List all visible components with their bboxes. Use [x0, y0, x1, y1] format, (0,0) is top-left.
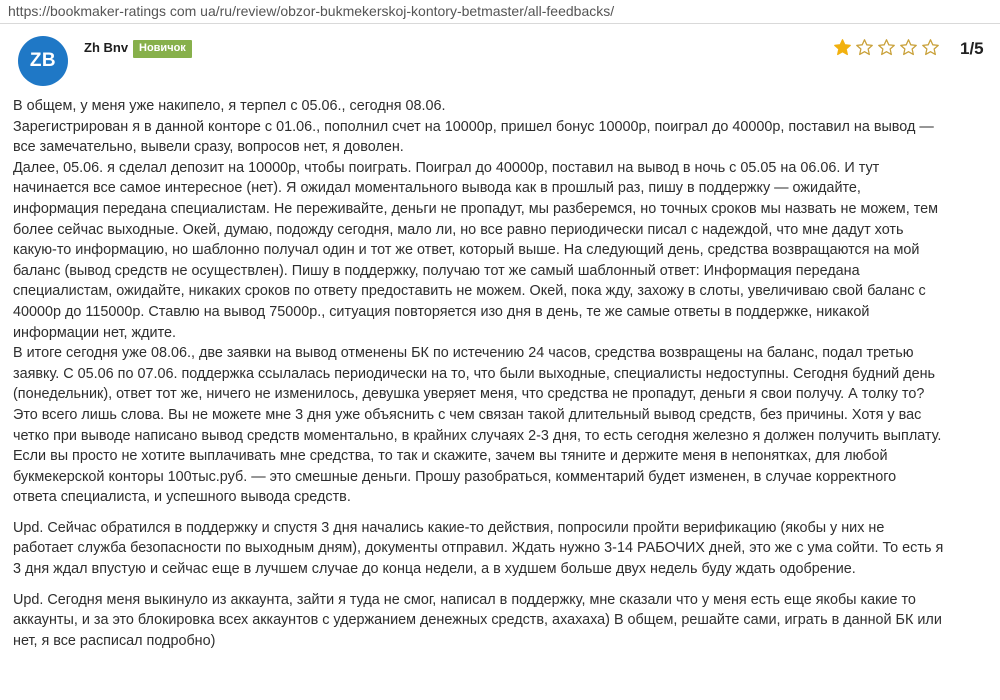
avatar-initials: ZB: [29, 50, 57, 71]
star-empty-icon: [899, 38, 918, 57]
review-text: [13, 96, 993, 661]
avatar[interactable]: [18, 36, 68, 86]
author-name[interactable]: Zh Bnv: [84, 40, 129, 55]
address-bar[interactable]: [0, 0, 1000, 24]
star-empty-icon: [877, 38, 896, 57]
review-line: начинается все самое интересное (нет). Я ожидал моментального вывода как в прошлый раз, пишу в поддержку — ожидайте,: [13, 180, 861, 197]
review-line: Это всего лишь слова. Вы не можете мне 3 дня уже объяснить с чем связан такой длительный вывод средств, без причины. Хотя у вас: [13, 406, 922, 423]
review-line: более сейчас выходные. Окей, думаю, подожду сегодня, мало ли, но все равно периодически писал с надеждой, что мне дадут хоть: [13, 221, 904, 238]
review-main-paragraph: [13, 96, 993, 508]
review-line: баланс (вывод средств не осуществлен). Пишу в поддержку, получаю тот же самый шаблонный ответ: Информация передана: [13, 262, 860, 279]
review-line: Upd. Сегодня меня выкинуло из аккаунта, зайти я туда не смог, написал в поддержку, мне сказали что у меня есть еще якобы какие то: [13, 591, 916, 608]
review-line: информация передана специалистам. Не переживайте, деньги не пропадут, мы разберемся, но точных сроков мы назвать не можем, тем: [13, 200, 939, 217]
review-line: Далее, 05.06. я сделал депозит на 10000р, чтобы поиграть. Поиграл до 40000р, поставил на вывод в ночь с 05.05 на 06.06. И тут: [13, 159, 880, 176]
review-line: В итоге сегодня уже 08.06., две заявки на вывод отменены БК по истечению 24 часов, средства возвращены на баланс, подал третью: [13, 345, 914, 362]
review-line: Upd. Сейчас обратился в поддержку и спустя 3 дня начались какие-то действия, попросили пройти верификацию (якобы у них не: [13, 519, 885, 536]
review-header: [0, 24, 1000, 96]
review-line: (понедельник), ответ тот же, ничего не изменилось, девушка уверяет меня, что средства не пропадут, деньги я свои получу. А толку то?: [13, 386, 925, 403]
star-empty-icon: [921, 38, 940, 57]
url-text: https://bookmaker-ratings com ua/ru/review/obzor-bukmekerskoj-kontory-betmaster/all-feedbacks/: [8, 3, 615, 19]
review-line: аккаунты, и за это блокировка всех аккаунтов с удержанием денежных средств, ахахаха) В общем, решайте сами, играть в данной БК или: [13, 612, 942, 629]
review-line: 3 дня ждал впустую и сейчас еще в лучшем случае до конца недели, а в худшем больше двух недель буду ждать одобрение.: [13, 561, 856, 578]
review-line: Зарегистрирован я в данной конторе с 01.06., пополнил счет на 10000р, пришел бонус 10000р, поиграл до 40000р, поставил на вывод —: [13, 118, 934, 135]
rating-score: 1/5: [960, 39, 984, 58]
user-level-badge: Новичок: [133, 40, 192, 58]
star-filled-icon: [833, 38, 852, 57]
review-line: 40000р до 115000р. Ставлю на вывод 75000р., ситуация повторяется изо дня в день, те же самые ответы в поддержке, никакой: [13, 303, 870, 320]
review-line: все замечательно, вывели сразу, вопросов нет, я доволен.: [13, 139, 404, 156]
review-line: специалистам, ожидайте, никаких сроков по ответу предоставить не можем. Окей, пока жду, захожу в слоты, увеличиваю свой баланс с: [13, 283, 926, 300]
review-line: ответа специалиста, и успешного вывода средств.: [13, 489, 351, 506]
review-update-1: [13, 518, 993, 580]
review-line: четко при выводе написано вывод средств моментально, в крайних случаях 2-3 дня, то есть сегодня железно я должен получить выплату.: [13, 427, 942, 444]
review-line: заявку. С 05.06 по 07.06. поддержка ссылалась периодически на то, что были выходные, специалисты недоступны. Сегодня будний день: [13, 365, 936, 382]
review-line: нет, я все расписал подробно): [13, 632, 216, 649]
review-line: работает служба безопасности по выходным дням), документы отправил. Ждать нужно 3-14 РАБОЧИХ дней, это же с ума сойти. То есть я: [13, 540, 944, 557]
review-line: В общем, у меня уже накипело, я терпел с 05.06., сегодня 08.06.: [13, 98, 446, 114]
review-line: Если вы просто не хотите выплачивать мне средства, то так и скажите, зачем вы тяните и держите меня в непонятках, для любой: [13, 448, 888, 465]
star-empty-icon: [855, 38, 874, 57]
review-line: какую-то информацию, но шаблонно получал один и тот же ответ, который выше. На следующий день, средства возвращаются на мой: [13, 242, 920, 259]
review-update-2: [13, 590, 993, 652]
review-line: информации нет, ждите.: [13, 324, 177, 341]
rating-stars: [833, 38, 940, 57]
review-line: букмекерской конторы 100тыс.руб. — это смешные деньги. Прошу разобраться, комментарий будет изменен, в случае корректного: [13, 468, 897, 485]
